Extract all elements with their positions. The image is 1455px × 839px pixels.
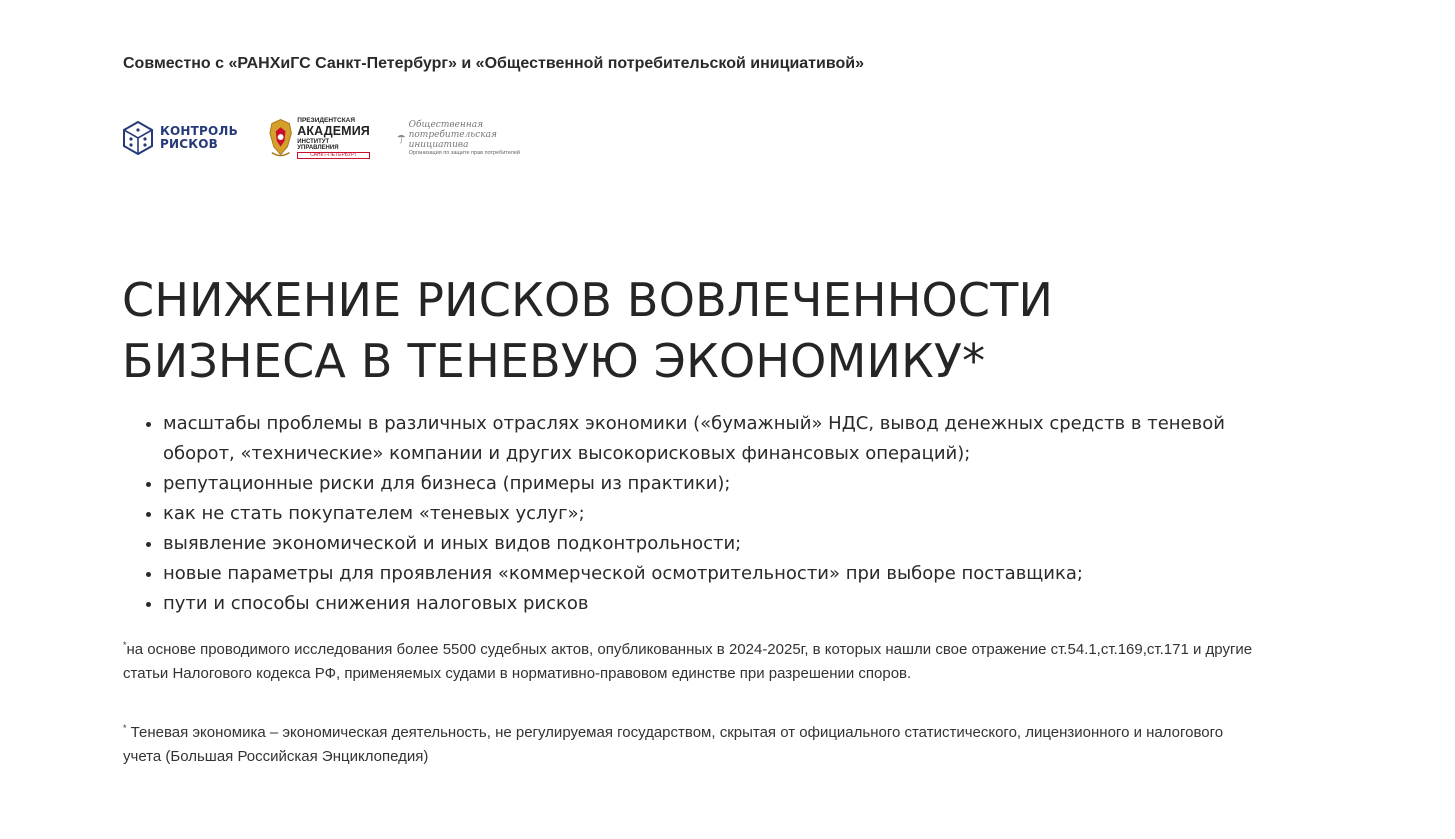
kontrol-riskov-line1: КОНТРОЛЬ [160, 124, 238, 138]
page-title-line2: БИЗНЕСА В ТЕНЕВУЮ ЭКОНОМИКУ* [122, 334, 986, 388]
list-item: • новые параметры для проявления «коммерческой осмотрительности» при выборе поставщика; [163, 559, 1263, 589]
ranepa-line1: ПРЕЗИДЕНТСКАЯ [297, 116, 356, 124]
opi-line3: инициатива [408, 139, 469, 150]
list-item: • масштабы проблемы в различных отраслях экономики («бумажный» НДС, вывод денежных средств в теневой оборот, «технические» компании и других высокорисковых финансовых операций); [163, 409, 1263, 469]
emblem-icon [268, 117, 293, 159]
partners-caption: Совместно с «РАНХиГС Санкт-Петербург» и «Общественной потребительской инициативой» [123, 55, 864, 72]
opi-line2: потребительская [408, 129, 497, 140]
footnote-definition [123, 721, 1263, 769]
kontrol-riskov-wordmark [160, 125, 238, 151]
umbrella-icon [396, 121, 407, 155]
footnote-research-text: на основе проводимого исследования более 5500 судебных актов, опубликованных в 2024-2025г, в которых нашли свое отражение ст.54.1,ст.169,ст.171 и другие статьи Налогового кодекса РФ, применяемых судами в нормативно-правовом единстве при разрешении споров. [123, 641, 1253, 682]
list-item: • выявление экономической и иных видов подконтрольности; [163, 529, 1263, 559]
ranepa-line3: ИНСТИТУТ УПРАВЛЕНИЯ [297, 138, 339, 151]
opi-tagline: Организация по защите прав потребителей [408, 149, 520, 156]
page-title-line1: СНИЖЕНИЕ РИСКОВ ВОВЛЕЧЕННОСТИ [122, 273, 1054, 327]
ranepa-line4: САНКТ-ПЕТЕРБУРГ [297, 152, 370, 159]
ranepa-logo[interactable] [268, 117, 370, 159]
opi-line1: Общественная [408, 119, 484, 130]
kontrol-riskov-line2: РИСКОВ [160, 137, 219, 151]
list-item: • как не стать покупателем «теневых услуг»; [163, 499, 1263, 529]
footnote-marker: * [123, 640, 127, 650]
footnote-definition-text: Теневая экономика – экономическая деятельность, не регулируемая государством, скрытая от официального статистического, лицензионного и налогового учета (Большая Российская Энциклопедия) [123, 724, 1224, 765]
footnote-research [123, 638, 1263, 686]
partner-logos [122, 116, 520, 160]
opi-wordmark [409, 120, 520, 157]
cube-icon [122, 121, 154, 155]
list-item: • репутационные риски для бизнеса (примеры из практики); [163, 469, 1263, 499]
footnote-marker: * [123, 723, 127, 733]
ranepa-wordmark [297, 118, 370, 159]
opi-logo[interactable] [396, 120, 520, 157]
kontrol-riskov-logo[interactable] [122, 121, 242, 155]
list-item: • пути и способы снижения налоговых рисков [163, 589, 1263, 619]
ranepa-line2: АКАДЕМИЯ [297, 124, 370, 138]
topics-list [123, 409, 1263, 619]
page-title [122, 270, 1053, 392]
